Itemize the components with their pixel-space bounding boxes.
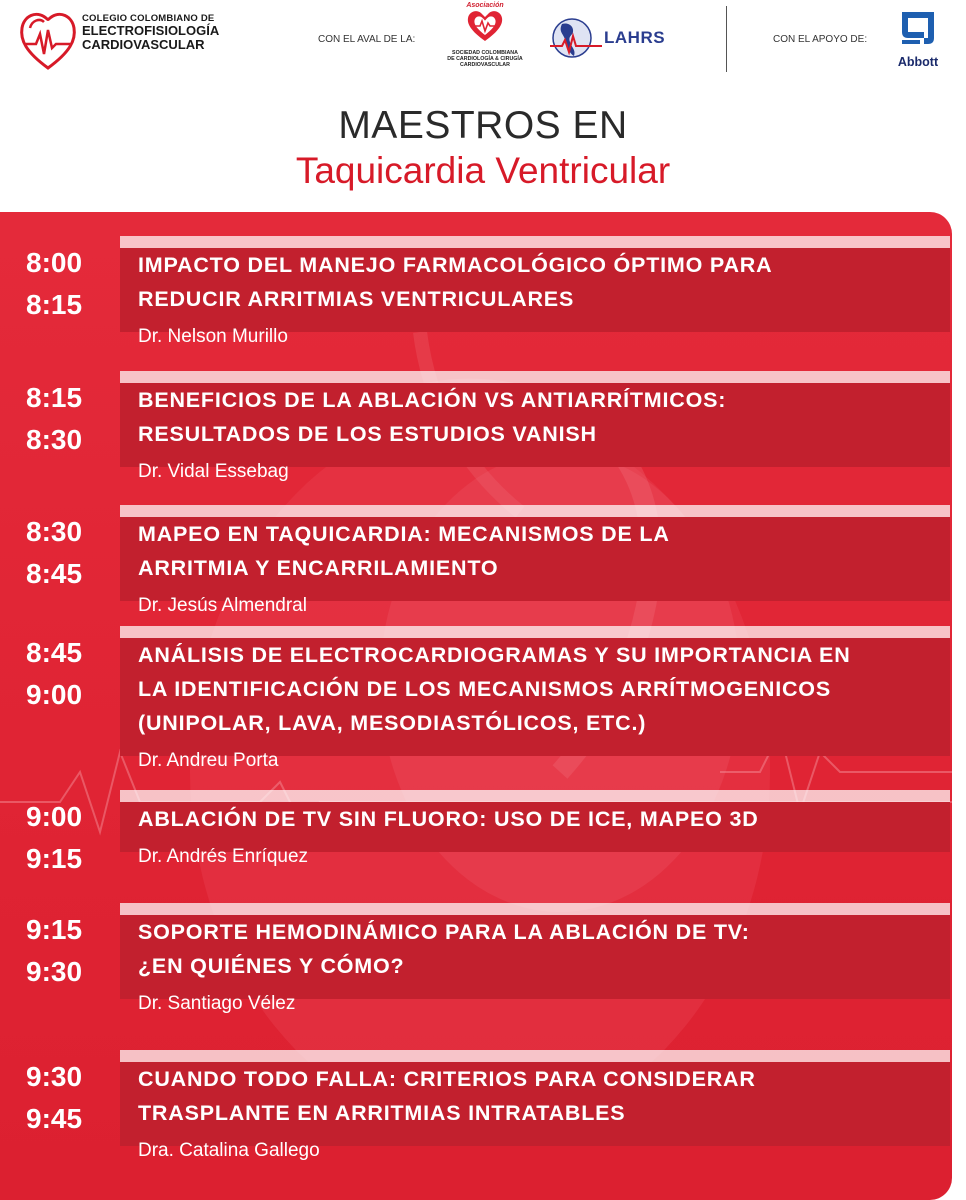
- slot-start-time: 9:30: [26, 1061, 83, 1092]
- slot-topic-line: ¿EN QUIÉNES Y CÓMO?: [138, 954, 405, 978]
- slot-speaker: Dr. Jesús Almendral: [138, 595, 307, 616]
- slot-topic-line: ANÁLISIS DE ELECTROCARDIOGRAMAS Y SU IMPORTANCIA EN: [138, 643, 851, 667]
- slot-end-time: 8:15: [26, 289, 83, 320]
- slot-speaker: Dr. Andreu Porta: [138, 750, 279, 771]
- agenda-slot: [0, 790, 952, 890]
- slot-top-bar: [120, 903, 950, 915]
- globe-americas-icon: [548, 16, 604, 60]
- slot-topic-line: BENEFICIOS DE LA ABLACIÓN VS ANTIARRÍTMICOS:: [138, 388, 727, 412]
- slot-topic-line: RESULTADOS DE LOS ESTUDIOS VANISH: [138, 422, 597, 446]
- lahrs-logo: [548, 16, 672, 60]
- society-name-line1: SOCIEDAD COLOMBIANA: [452, 50, 518, 56]
- slot-end-time: 8:30: [26, 424, 83, 455]
- org-name-line1: COLEGIO COLOMBIANO DE: [82, 13, 215, 24]
- slot-top-bar: [120, 505, 950, 517]
- slot-speaker: Dra. Catalina Gallego: [138, 1140, 320, 1161]
- heart-ecg-logo-icon: [16, 4, 80, 74]
- page-header: [0, 0, 966, 80]
- lahrs-label: LAHRS: [604, 28, 666, 47]
- agenda-slot: [0, 903, 952, 1037]
- org-name-line2: ELECTROFISIOLOGÍA: [82, 23, 220, 39]
- org-name-line3: CARDIOVASCULAR: [82, 37, 205, 53]
- slot-speaker: Dr. Santiago Vélez: [138, 993, 296, 1014]
- slot-start-time: 8:00: [26, 247, 83, 278]
- slot-speaker: Dr. Vidal Essebag: [138, 461, 289, 482]
- agenda-panel: [0, 212, 952, 1200]
- slot-start-time: 9:00: [26, 801, 83, 832]
- org-name: [82, 14, 219, 52]
- slot-end-time: 9:45: [26, 1103, 83, 1134]
- sponsor-name: Abbott: [897, 55, 939, 69]
- slot-top-bar: [120, 1050, 950, 1062]
- agenda-slot: [0, 371, 952, 505]
- slot-top-bar: [120, 626, 950, 638]
- slot-start-time: 9:15: [26, 914, 83, 945]
- agenda-slot: [0, 626, 952, 794]
- slot-speaker: Dr. Andrés Enríquez: [138, 846, 309, 867]
- apoyo-label: CON EL APOYO DE:: [773, 34, 868, 45]
- slot-top-bar: [120, 790, 950, 802]
- slot-topic-line: TRASPLANTE EN ARRITMIAS INTRATABLES: [138, 1101, 626, 1125]
- slot-speaker: Dr. Nelson Murillo: [138, 326, 288, 347]
- slot-end-time: 9:00: [26, 679, 83, 710]
- slot-topic-line: REDUCIR ARRITMIAS VENTRICULARES: [138, 287, 575, 311]
- slot-end-time: 9:15: [26, 843, 83, 874]
- slot-start-time: 8:30: [26, 516, 83, 547]
- slot-topic-line: SOPORTE HEMODINÁMICO PARA LA ABLACIÓN DE TV:: [138, 920, 750, 944]
- agenda-slot: [0, 236, 952, 370]
- society-heart-icon: [465, 9, 505, 43]
- agenda-slot: [0, 1050, 952, 1184]
- slot-end-time: 9:30: [26, 956, 83, 987]
- slot-start-time: 8:45: [26, 637, 83, 668]
- society-name-line2: DE CARDIOLOGÍA & CIRUGÍA: [447, 56, 523, 63]
- society-name-line3: CARDIOVASCULAR: [460, 62, 510, 69]
- aval-label: CON EL AVAL DE LA:: [318, 34, 416, 45]
- society-logo: [440, 2, 530, 76]
- slot-topic-line: CUANDO TODO FALLA: CRITERIOS PARA CONSIDERAR: [138, 1067, 756, 1091]
- slot-topic-line: ARRITMIA Y ENCARRILAMIENTO: [138, 556, 499, 580]
- abbott-mark-icon: [896, 8, 940, 48]
- society-name: [440, 50, 530, 68]
- page-title-line2: Taquicardia Ventricular: [295, 150, 671, 191]
- agenda-slot: [0, 505, 952, 639]
- slot-topic-line: MAPEO EN TAQUICARDIA: MECANISMOS DE LA: [138, 522, 670, 546]
- slot-topic-line: (UNIPOLAR, LAVA, MESODIASTÓLICOS, ETC.): [138, 711, 647, 735]
- abbott-logo: [892, 8, 944, 72]
- slot-end-time: 8:45: [26, 558, 83, 589]
- slot-topic-line: ABLACIÓN DE TV SIN FLUORO: USO DE ICE, MAPEO 3D: [138, 807, 759, 831]
- slot-start-time: 8:15: [26, 382, 83, 413]
- slot-topic-line: IMPACTO DEL MANEJO FARMACOLÓGICO ÓPTIMO PARA: [138, 253, 773, 277]
- slot-top-bar: [120, 236, 950, 248]
- page-title-line1: MAESTROS EN: [338, 104, 628, 147]
- society-top-label: Asociación: [466, 2, 504, 9]
- slot-topic-line: LA IDENTIFICACIÓN DE LOS MECANISMOS ARRÍTMOGENICOS: [138, 677, 831, 701]
- slot-top-bar: [120, 371, 950, 383]
- header-divider: [726, 6, 727, 72]
